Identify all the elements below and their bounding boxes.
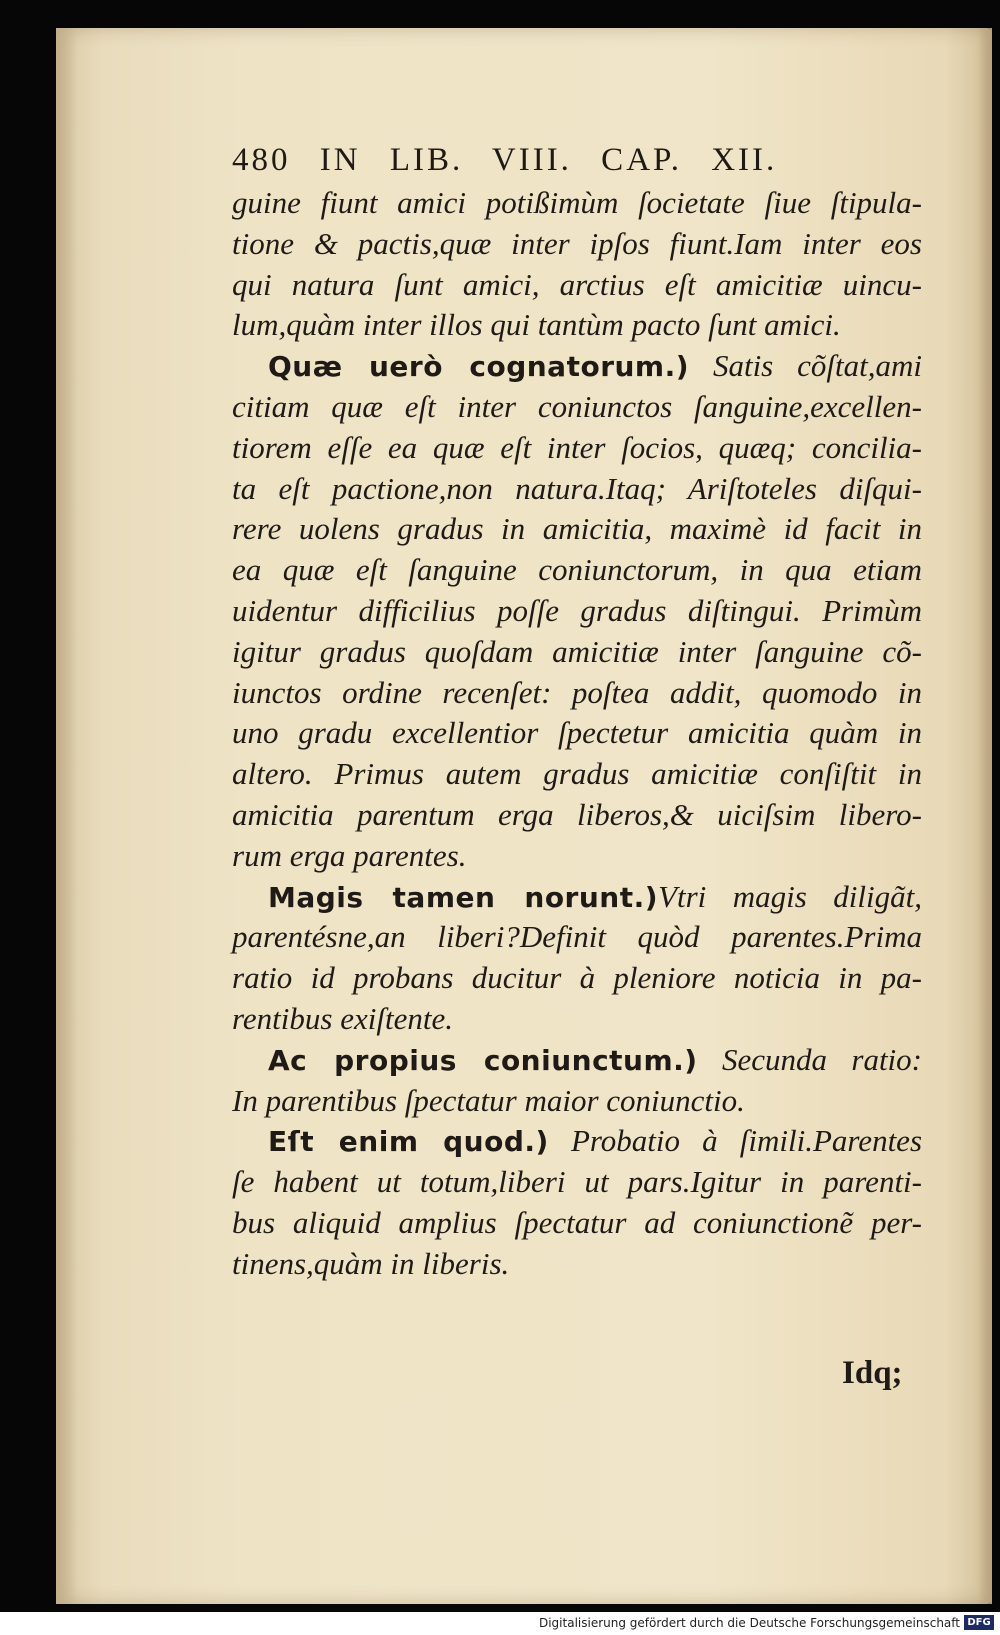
text-line [232,919,922,955]
text-line [232,675,922,711]
footer-bar [0,1612,1000,1635]
page-fore-edge [978,28,992,1604]
text-line [232,593,922,629]
line-text: guine fiunt amici potißimùm ſocietate ſiue ſtipula- [232,185,922,220]
catchword: Idq; [842,1355,903,1391]
text-line [232,226,922,262]
text-line [232,960,922,996]
text-line [232,1083,922,1119]
line-text: Secunda ratio: [697,1041,922,1077]
text-line [232,307,922,343]
text-line [232,838,922,874]
text-line [232,879,922,915]
text-line [232,552,922,588]
running-head: 480 IN LIB. VIII. CAP. XII. [232,142,778,178]
text-line [232,511,922,547]
line-text: igitur gradus quoſdam amicitiæ inter ſanguine cõ- [232,633,922,669]
line-text: uidentur difficilius poſſe gradus diſtingui. Primùm [232,593,922,628]
lemma: Magis tamen norunt.) [268,880,659,914]
text-line [232,1042,922,1078]
text-line [232,1123,922,1159]
line-text: bus aliquid amplius ſpectatur ad coniunctionẽ per- [232,1205,922,1240]
line-text: tione & pactis,quæ inter ipſos fiunt.Iam inter eos [232,225,922,261]
footer-credit: Digitalisierung gefördert durch die Deutsche Forschungsgemeinschaft [538,1616,960,1630]
line-text: Vtri magis diligãt, [658,878,922,914]
line-text: ratio id probans ducitur à pleniore noticia in pa- [232,960,922,996]
text-line [232,1246,922,1282]
line-text: altero. Primus autem gradus amicitiæ conſiſtit in [232,756,922,792]
line-text: rentibus exiſtente. [232,1001,453,1036]
line-text: tiorem eſſe ea quæ eſt inter ſocios, quæq; concilia- [232,429,922,465]
lemma: Quæ uerò cognatorum.) [268,350,690,384]
lemma: Eſt enim quod.) [268,1125,549,1159]
text-line [232,715,922,751]
text-line [232,267,922,303]
line-text: rere uolens gradus in amicitia, maximè id facit in [232,511,922,547]
line-text: ea quæ eſt ſanguine coniunctorum, in qua etiam [232,552,922,588]
text-line [232,430,922,466]
text-line [232,634,922,670]
line-text: qui natura ſunt amici, arctius eſt amicitiæ uincu- [232,266,922,302]
line-text: ſe habent ut totum,liberi ut pars.Igitur in parenti- [232,1164,922,1200]
line-text: ta eſt pactione,non natura.Itaq; Ariſtoteles diſqui- [232,470,922,506]
text-line [232,1164,922,1200]
line-text: uno gradu excellentior ſpectetur amicitia quàm in [232,715,922,751]
text-line [232,1001,922,1037]
text-line [232,471,922,507]
line-text: tinens,quàm in liberis. [232,1245,510,1281]
line-text: parentésne,an liberi?Definit quòd parentes.Prima [232,919,922,955]
text-line [232,348,922,384]
line-text: amicitia parentum erga liberos,& uiciſsim libero- [232,797,922,832]
line-text: Satis cõſtat,ami [689,348,923,384]
page-gutter [56,28,78,1604]
lemma: Ac propius coniunctum.) [268,1043,698,1077]
line-text: rum erga parentes. [232,837,467,873]
line-text: lum,quàm inter illos qui tantùm pacto ſunt amici. [232,307,841,343]
text-line [232,185,922,221]
text-line [232,1205,922,1241]
text-line [232,797,922,833]
text-line [232,389,922,425]
line-text: citiam quæ eſt inter coniunctos ſanguine,excellen- [232,389,922,424]
line-text: iunctos ordine recenſet: poſtea addit, quomodo in [232,674,922,710]
text-line [232,756,922,792]
line-text: In parentibus ſpectatur maior coniunctio. [232,1082,745,1118]
dfg-logo: DFG [964,1615,994,1630]
line-text: Probatio à ſimili.Parentes [548,1123,923,1159]
